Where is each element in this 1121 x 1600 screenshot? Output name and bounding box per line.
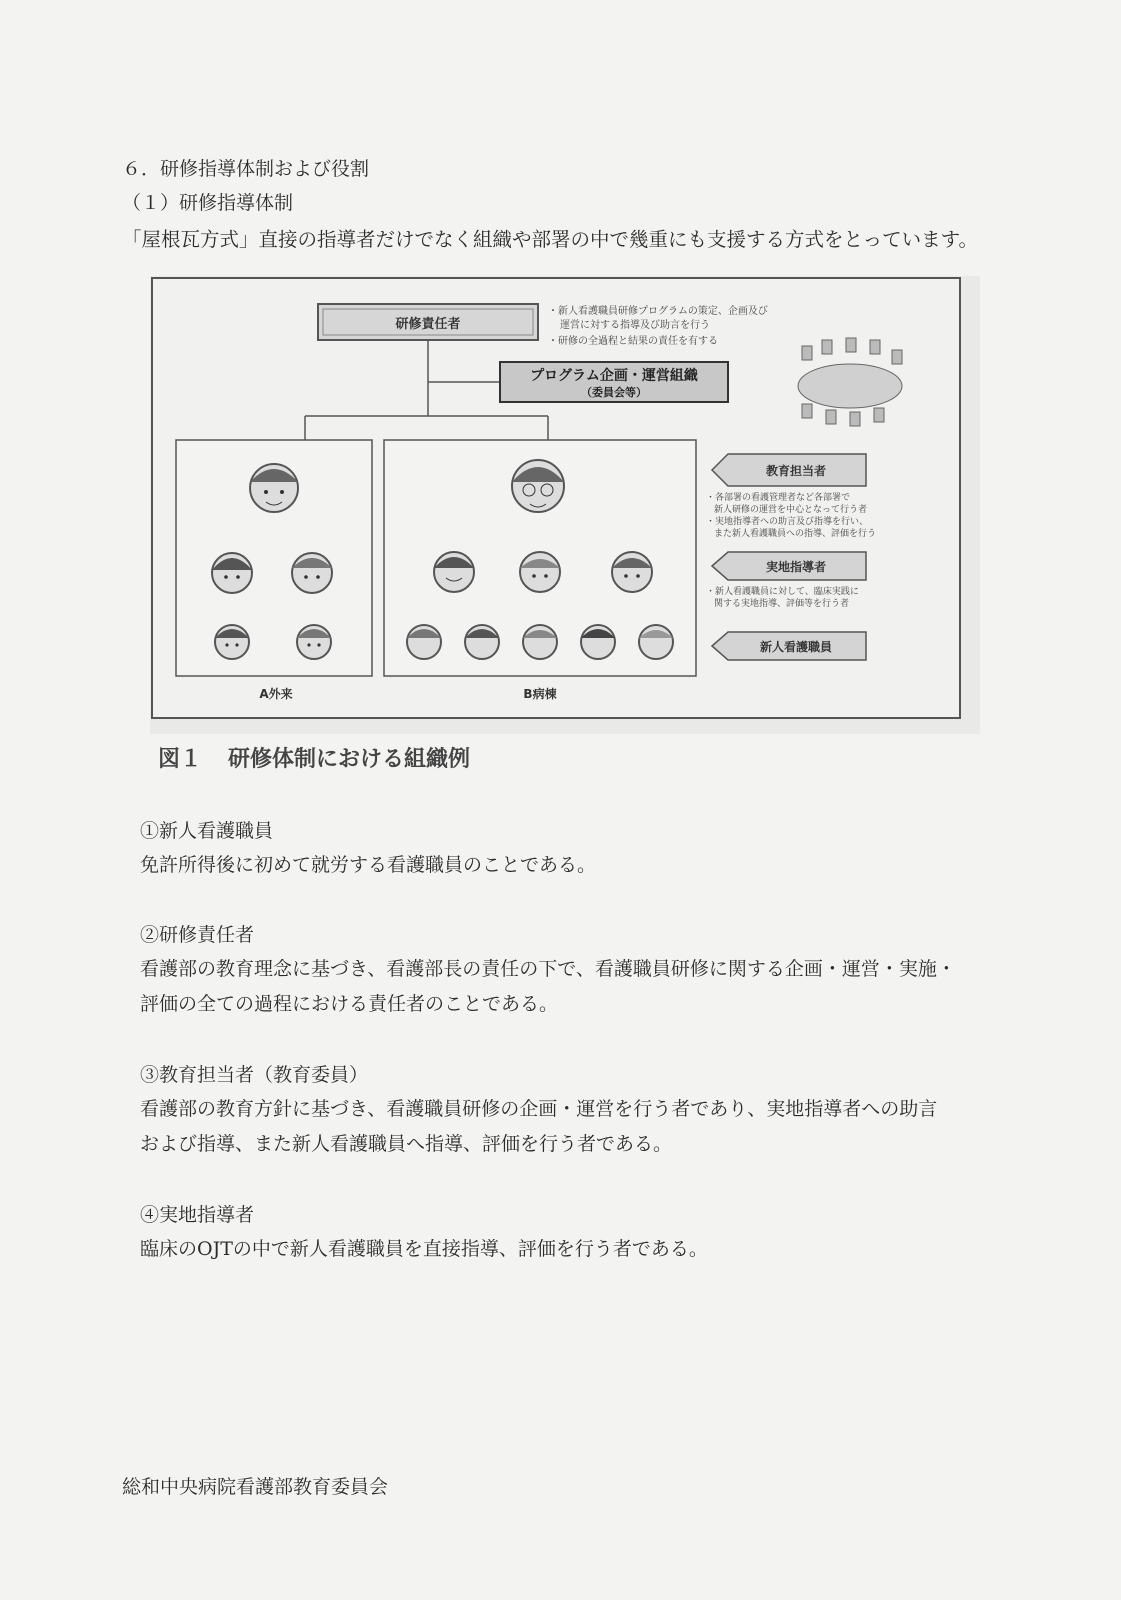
footer-organization: 総和中央病院看護部教育委員会 [122,1476,389,1498]
face-icon [250,464,298,512]
definition-title: ③教育担当者（教育委員） [140,1064,369,1086]
program-box-sublabel: （委員会等） [581,386,647,399]
face-icon [407,625,441,659]
program-box [500,362,728,402]
figure-caption-text: 研修体制における組織例 [228,747,471,772]
section-heading: ６．研修指導体制および役割 [122,158,370,180]
unit-a-label: A外来 [259,687,293,701]
top-box-label: 研修責任者 [395,317,461,332]
face-with-glasses-icon [512,460,564,512]
role-tag-education [712,454,866,486]
figure-caption [158,742,496,773]
definition-title: ②研修責任者 [140,924,255,946]
role-note: ・新人看護職員に対して、臨床実践に [706,587,859,597]
role-note: 新人研修の運営を中心となって行う者 [714,505,868,515]
top-note-2: 運営に対する指導及び助言を行う [560,320,710,331]
role-note: ・実地指導者への助言及び指導を行い、 [706,517,869,527]
top-note-1: ・新人看護職員研修プログラムの策定、企画及び [548,306,768,317]
svg-text:教育担当者: 教育担当者 [765,464,827,478]
face-icon [297,625,331,659]
definition-title: ④実地指導者 [140,1204,255,1226]
definition-title: ①新人看護職員 [140,820,274,842]
program-box-label: プログラム企画・運営組織 [530,368,698,384]
role-tag-new-nurse [712,632,866,660]
face-icon [292,553,332,593]
top-note-3: ・研修の全過程と結果の責任を有する [548,336,718,347]
face-icon [612,552,652,592]
role-note: 関する実地指導、評価等を行う者 [714,599,850,609]
face-icon [434,552,474,592]
top-box [318,304,538,340]
subsection-heading: （１）研修指導体制 [122,192,294,214]
org-chart-figure [150,276,980,734]
unit-b-label: B病棟 [523,687,557,701]
svg-text:実地指導者: 実地指導者 [765,560,827,574]
face-icon [520,552,560,592]
definition-text: 看護部の教育方針に基づき、看護職員研修の企画・運営を行う者であり、実地指導者への助言 [140,1098,938,1120]
role-note: ・各部署の看護管理者など各部署で [706,493,851,503]
definition-text: 評価の全ての過程における責任者のことである。 [140,993,559,1015]
face-icon [581,625,615,659]
definition-text: 看護部の教育理念に基づき、看護部長の責任の下で、看護職員研修に関する企画・運営・実施・ [140,958,956,980]
face-icon [639,625,673,659]
definition-text: 臨床のOJTの中で新人看護職員を直接指導、評価を行う者である。 [140,1238,708,1260]
face-icon [465,625,499,659]
intro-text: 「屋根瓦方式」直接の指導者だけでなく組織や部署の中で幾重にも支援する方式をとっています。 [122,228,979,251]
figure-caption-number: 図１ [158,747,203,772]
role-tag-field-instructor [712,552,866,580]
face-icon [523,625,557,659]
role-note: また新人看護職員への指導、評価を行う [714,529,877,539]
face-icon [215,625,249,659]
face-icon [212,553,252,593]
svg-text:新人看護職員: 新人看護職員 [759,640,833,654]
definition-text: 免許所得後に初めて就労する看護職員のことである。 [140,854,597,876]
definition-text: および指導、また新人看護職員へ指導、評価を行う者である。 [140,1133,673,1155]
